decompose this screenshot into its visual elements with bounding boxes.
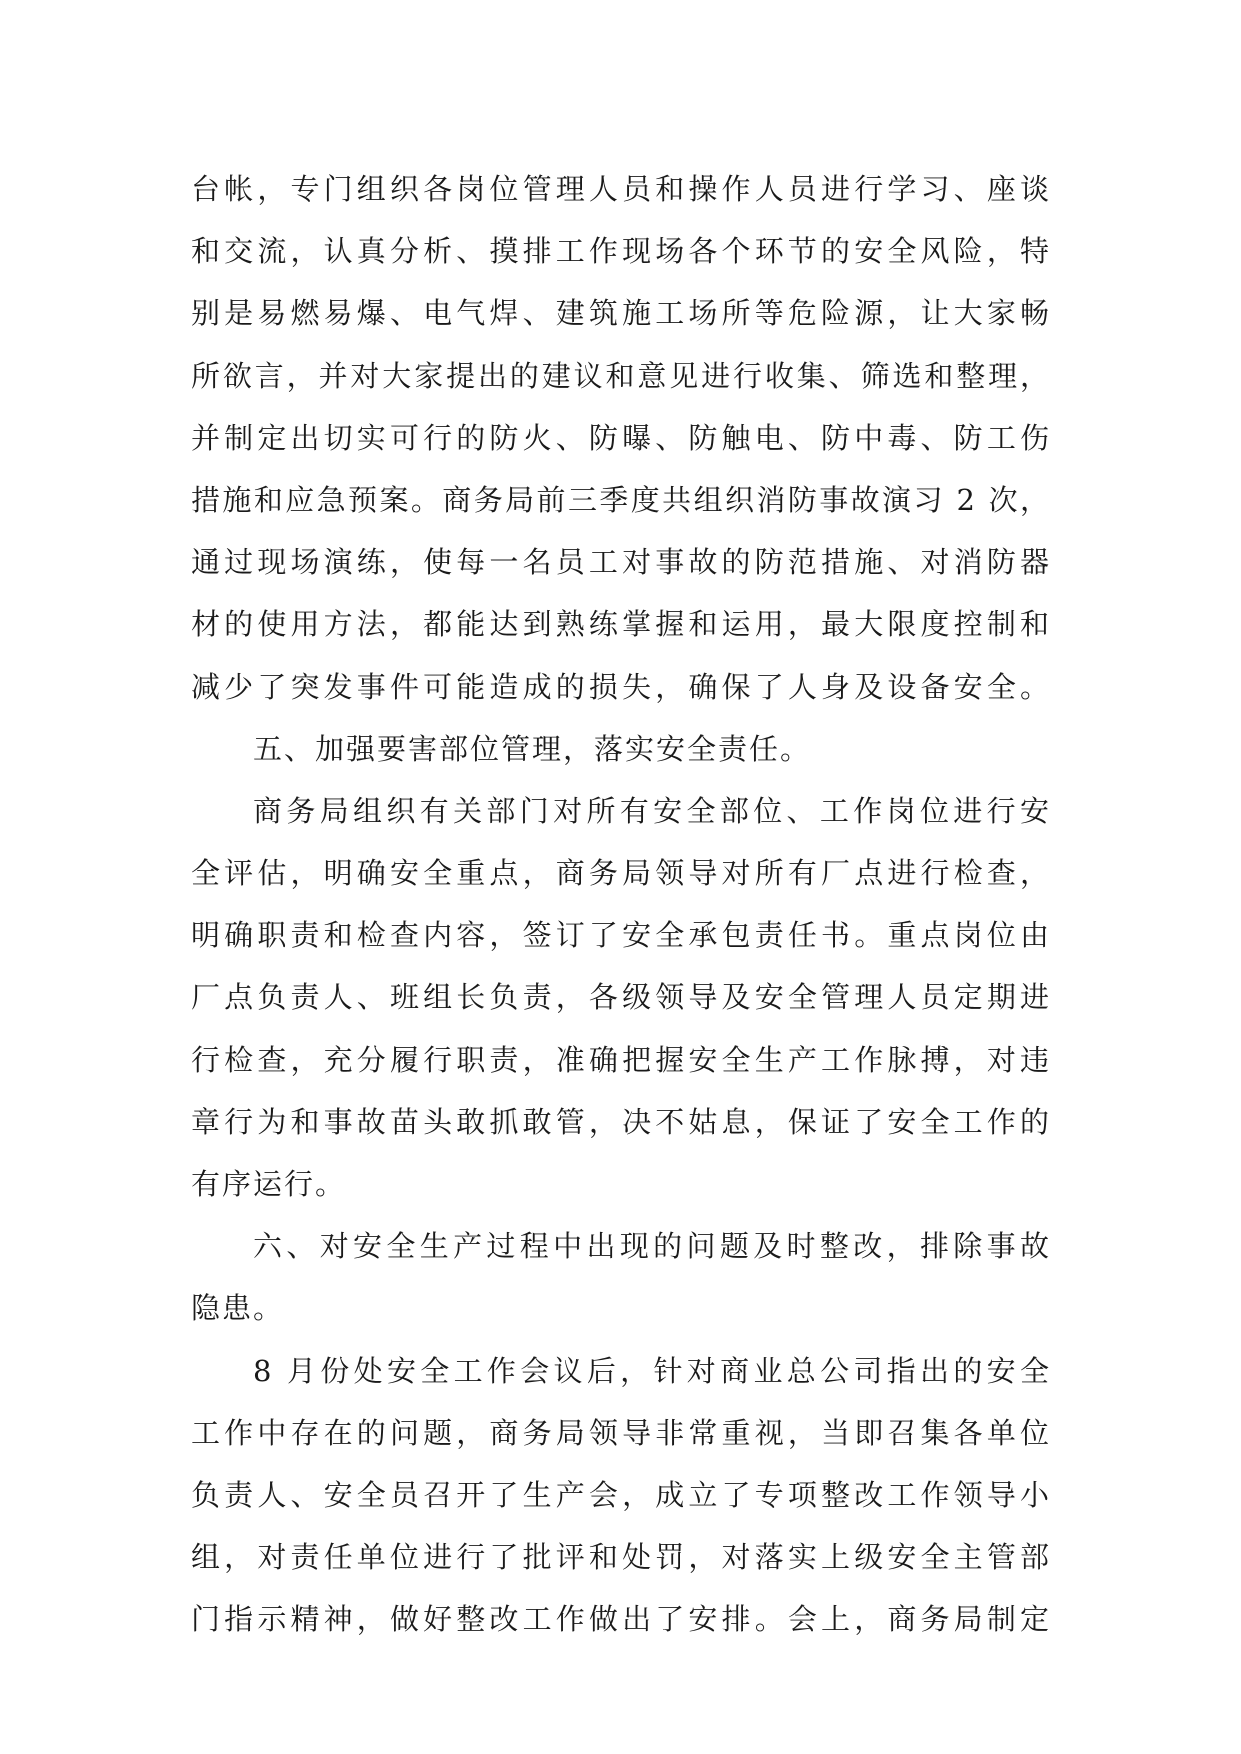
- text-line: 有序运行。: [191, 1167, 347, 1201]
- text-line: 负责人、安全员召开了生产会，成立了专项整改工作领导小: [191, 1477, 1051, 1512]
- text-line: 行检查，充分履行职责，准确把握安全生产工作脉搏，对违: [191, 1042, 1051, 1077]
- text-line: 工作中存在的问题，商务局领导非常重视，当即召集各单位: [191, 1415, 1051, 1450]
- text-line: 组，对责任单位进行了批评和处罚，对落实上级安全主管部: [191, 1540, 1051, 1575]
- text-line: 材的使用方法，都能达到熟练掌握和运用，最大限度控制和: [191, 607, 1051, 642]
- text-line: 别是易燃易爆、电气焊、建筑施工场所等危险源，让大家畅: [191, 296, 1051, 331]
- text-line: 通过现场演练，使每一名员工对事故的防范措施、对消防器: [191, 545, 1051, 580]
- text-line: 门指示精神，做好整改工作做出了安排。会上，商务局制定: [191, 1602, 1051, 1637]
- text-line: 8 月份处安全工作会议后，针对商业总公司指出的安全: [253, 1353, 1051, 1388]
- text-line: 所欲言，并对大家提出的建议和意见进行收集、筛选和整理，: [191, 358, 1051, 393]
- text-line: 商务局组织有关部门对所有安全部位、工作岗位进行安: [253, 793, 1051, 828]
- text-line: 并制定出切实可行的防火、防曝、防触电、防中毒、防工伤: [191, 420, 1051, 455]
- text-line: 台帐，专门组织各岗位管理人员和操作人员进行学习、座谈: [191, 172, 1051, 206]
- text-line: 六、对安全生产过程中出现的问题及时整改，排除事故: [253, 1229, 1051, 1264]
- text-line: 明确职责和检查内容，签订了安全承包责任书。重点岗位由: [191, 918, 1051, 953]
- text-line: 章行为和事故苗头敢抓敢管，决不姑息，保证了安全工作的: [191, 1104, 1051, 1139]
- text-line: 减少了突发事件可能造成的损失，确保了人身及设备安全。: [191, 669, 1051, 704]
- text-line: 厂点负责人、班组长负责，各级领导及安全管理人员定期进: [191, 980, 1051, 1015]
- text-line: 隐患。: [191, 1291, 285, 1326]
- text-line: 措施和应急预案。商务局前三季度共组织消防事故演习 2 次，: [191, 482, 1051, 517]
- body-text: [191, 158, 1051, 1651]
- text-line: 五、加强要害部位管理，落实安全责任。: [253, 731, 812, 766]
- text-line: 全评估，明确安全重点，商务局领导对所有厂点进行检查，: [191, 856, 1051, 891]
- text-line: 和交流，认真分析、摸排工作现场各个环节的安全风险，特: [191, 234, 1051, 269]
